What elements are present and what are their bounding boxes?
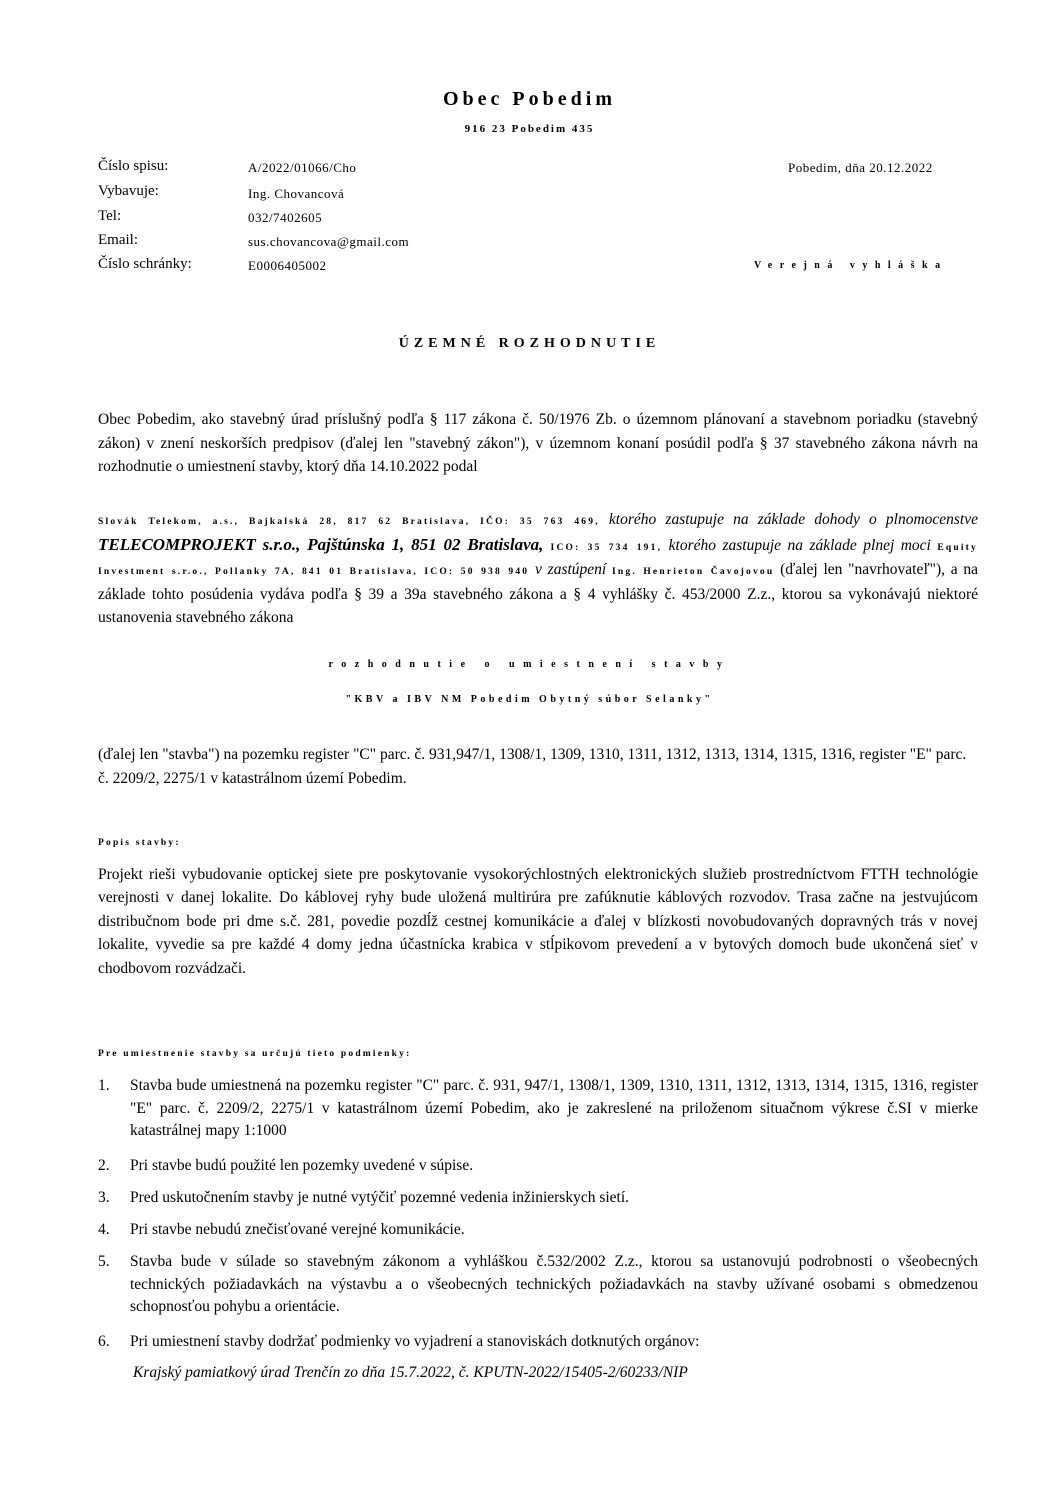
- municipality-address: 916 23 Pobedim 435: [464, 123, 595, 135]
- subrepresentative-company: Equity Investment s.r.o., Pollanky 7A, 841 01 Bratislava, ICO: 50 938 940: [98, 542, 979, 578]
- municipality-title: Obec Pobedim: [443, 88, 616, 110]
- phone-value: 032/7402605: [248, 210, 323, 225]
- representative-person: Ing. Henrieton Čavojovou: [611, 567, 775, 578]
- phone-label: Tel:: [98, 208, 122, 224]
- condition-text: Stavba bude umiestnená na pozemku register "C" parc. č. 931, 947/1, 1308/1, 1309, 1310, 1311, 1312, 1313, 1314, 1315, 1316, register "E" parc. č. 2209/2, 2275/1 v katastrálnom území Pobedim, ako je zakreslené na priloženom situačnom výkrese č.SI v mierke katastrálnej mapy 1:1000: [130, 1077, 978, 1139]
- decision-heading: rozhodnutie o umiestnení stavby: [328, 659, 731, 670]
- condition-text: Pri umiestnení stavby dodržať podmienky vo vyjadrení a stanoviskách dotknutých orgánov:: [130, 1333, 700, 1350]
- condition-text: Stavba bude v súlade so stavebným zákonom a vyhláškou č.532/2002 Z.z., ktorou sa ustanovujú podrobnosti o všeobecných technických požiadavkách na výstavbu a o všeobecných technických požiadavkách na stavby užívané osobami s obmedzenou schopnosťou pohybu a orientácie.: [130, 1253, 978, 1315]
- condition-item: [98, 1251, 978, 1319]
- condition-number: 4.: [98, 1221, 110, 1238]
- applicant-paragraph: [98, 509, 978, 630]
- condition-item: [98, 1331, 978, 1354]
- email-label: Email:: [98, 232, 138, 248]
- represented-text: v zastúpení: [529, 561, 612, 579]
- case-number-value: A/2022/01066/Cho: [248, 160, 357, 175]
- applicant-company: Slovák Telekom, a.s., Bajkalská 28, 817 62 Bratislava, IČO: 35 763 469,: [98, 517, 600, 527]
- condition-text: Pri stavbe nebudú znečisťované verejné komunikácie.: [130, 1221, 465, 1238]
- condition-number: 6.: [98, 1333, 110, 1350]
- handled-by-value: Ing. Chovancová: [248, 186, 345, 201]
- condition-item: [98, 1187, 978, 1210]
- document-title: ÚZEMNÉ ROZHODNUTIE: [398, 336, 661, 351]
- description-paragraph: Projekt rieši vybudovanie optickej siete pre poskytovanie vysokorýchlostných elektronických služieb prostredníctvom FTTH technológie verejnosti v danej lokalite. Do káblovej ryhy bude uložená multirúra pre zafúknutie káblových rozvodov. Trasa začne na jestvujúcom distribučnom bode pri dme s.č. 281, povedie pozdĺž cestnej komunikácie a ďalej v blízkosti novobudovaných dopravných trás v novej lokalite, vyvedie sa pre každé 4 domy jedna účastnícka krabica v stĺpikovom prevedení a v bytových domoch bude ukončená sieť v chodbovom rozvádzači.: [98, 866, 978, 977]
- condition-number: 1.: [98, 1077, 110, 1094]
- authority-statement: Krajský pamiatkový úrad Trenčín zo dňa 15.7.2022, č. KPUTN-2022/15405-2/60233/NIP: [133, 1364, 688, 1381]
- mailbox-value: E0006405002: [248, 258, 327, 273]
- description-label: Popis stavby:: [98, 838, 181, 848]
- applicant-represented-by: ktorého zastupuje na základe dohody o plnomocenstve: [599, 511, 978, 528]
- handled-by-label: Vybavuje:: [98, 183, 159, 199]
- representative-company: TELECOMPROJEKT s.r.o., Pajštúnska 1, 851 02 Bratislava,: [98, 534, 544, 554]
- intro-paragraph: Obec Pobedim, ako stavebný úrad príslušný podľa § 117 zákona č. 50/1976 Zb. o územnom plánovaní a stavebnom poriadku (stavebný zákon) v znení neskorších predpisov (ďalej len "stavebný zákon"), v územnom konaní posúdil podľa § 37 stavebného zákona návrh na rozhodnutie o umiestnení stavby, ktorý dňa 14.10.2022 podal: [98, 411, 978, 475]
- conditions-label: Pre umiestnenie stavby sa určujú tieto podmienky:: [98, 1049, 412, 1059]
- location-paragraph: (ďalej len "stavba") na pozemku register "C" parc. č. 931,947/1, 1308/1, 1309, 1310, 1311, 1312, 1313, 1314, 1315, 1316, register "E" parc. č. 2209/2, 2275/1 v katastrálnom území Pobedim.: [98, 746, 967, 787]
- case-number-label: Číslo spisu:: [98, 158, 169, 174]
- mailbox-label: Číslo schránky:: [98, 256, 192, 272]
- condition-number: 2.: [98, 1157, 110, 1174]
- condition-item: [98, 1219, 978, 1242]
- public-notice-label: Verejná vyhláška: [754, 260, 948, 271]
- power-of-attorney-text: ktorého zastupuje na základe plnej moci: [662, 536, 938, 554]
- condition-number: 3.: [98, 1189, 110, 1206]
- condition-number: 5.: [98, 1253, 110, 1270]
- email-value: sus.chovancova@gmail.com: [248, 234, 410, 249]
- condition-item: [98, 1075, 978, 1143]
- condition-text: Pred uskutočnením stavby je nutné vytýčiť pozemné vedenia inžinierskych sietí.: [130, 1189, 630, 1206]
- construction-name: "KBV a IBV NM Pobedim Obytný súbor Selanky": [345, 694, 714, 705]
- document-date: Pobedim, dňa 20.12.2022: [788, 160, 933, 175]
- representative-ico: ICO: 35 734 191,: [543, 542, 663, 553]
- condition-text: Pri stavbe budú použité len pozemky uvedené v súpise.: [130, 1157, 474, 1174]
- condition-item: [98, 1155, 978, 1178]
- applicant-rest: (ďalej len "navrhovateľ"), a na základe tohto posúdenia vydáva podľa § 39 a 39a stavebného zákona a § 4 vyhlášky č. 453/2000 Z.z., ktorou sa vykonávajú niektoré ustanovenia stavebného zákona: [98, 561, 979, 626]
